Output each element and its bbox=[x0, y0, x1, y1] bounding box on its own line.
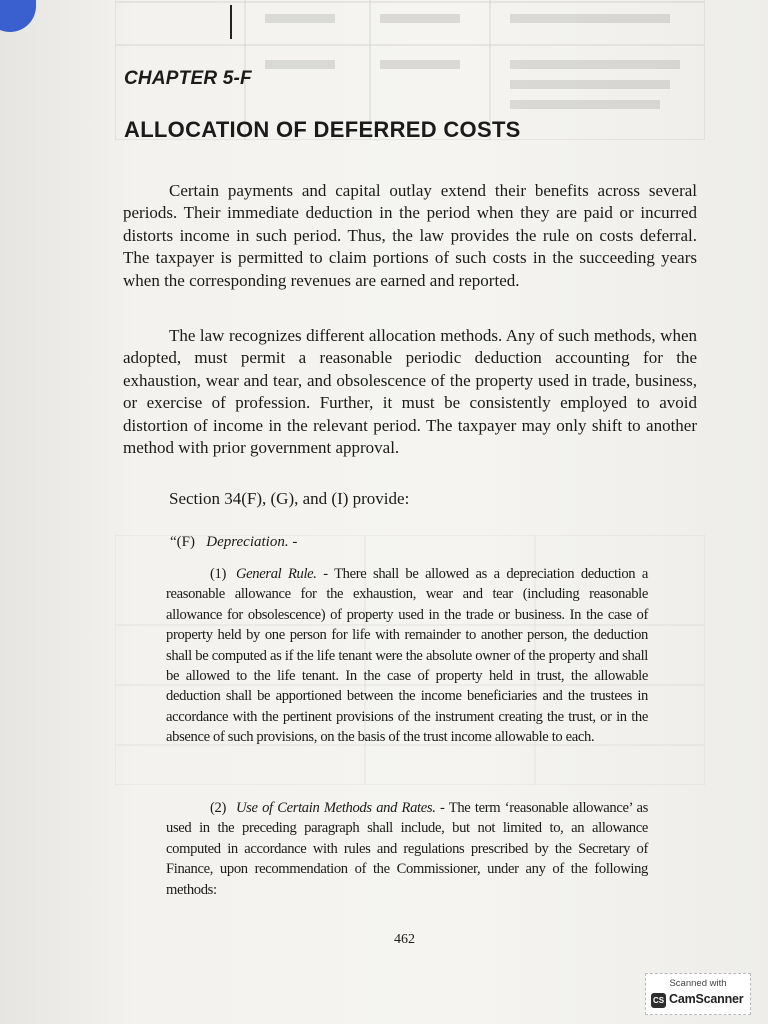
section-title: Depreciation. - bbox=[206, 534, 298, 550]
watermark-caption: Scanned with bbox=[669, 978, 727, 989]
body-paragraph: Certain payments and capital outlay extend their benefits across several periods. Their immediate deduction in the period when they are paid or incurred distorts income in such period. Thus, the law provides the rule on costs deferral. The taxpayer is permitted to claim portions of such costs in the succeeding years when the corresponding revenues are earned and reported. bbox=[123, 181, 697, 290]
camscanner-logo-icon: CS bbox=[651, 993, 666, 1008]
page-number: 462 bbox=[394, 932, 415, 947]
bookmark-tab bbox=[0, 0, 36, 32]
provision-text: - There shall be allowed as a depreciation deduction a reasonable allowance for the exhaustion, wear and tear (including reasonable allowance for obsolescence) of property used in the trade or business. In the case of property held by one person for life with remainder to another person, the deduction shall be computed as if the life tenant were the absolute owner of the property and shall be allowed to the life tenant. In the case of property held in trust, the allowable deduction shall be apportioned between the income beneficiaries and the trustees in accordance with the pertinent provisions of the instrument creating the trust, or in the absence of such provisions, on the basis of the trust income allowable to each. bbox=[166, 566, 649, 746]
chapter-label: CHAPTER 5-F bbox=[124, 68, 252, 89]
provision-number: (2) bbox=[210, 800, 226, 816]
provision-heading: Use of Certain Methods and Rates. bbox=[235, 800, 436, 816]
quoted-section-heading bbox=[170, 534, 297, 551]
quoted-provision bbox=[166, 798, 648, 900]
provision-text: - The term ‘reasonable allowance’ as used in the preceding paragraph shall include, but not limited to, an allowance computed in accordance with rules and regulations prescribed by the Secretary of Finance, upon recommendation of the Commissioner, under any of the following methods: bbox=[166, 800, 648, 898]
provision-heading: General Rule. bbox=[235, 566, 317, 582]
provision-number: (1) bbox=[210, 566, 226, 582]
watermark-brand: CamScanner bbox=[669, 992, 744, 1006]
camscanner-watermark bbox=[645, 973, 751, 1015]
text-cursor bbox=[230, 5, 232, 39]
body-paragraph: Section 34(F), (G), and (I) provide: bbox=[169, 489, 410, 508]
section-label: “(F) bbox=[170, 534, 195, 550]
body-paragraph: The law recognizes different allocation methods. Any of such methods, when adopted, must permit a reasonable periodic deduction accounting for the exhaustion, wear and tear, and obsolescence of the property used in trade, business, or exercise of profession. Further, it must be consistently employed to avoid distortion of income in the relevant period. The taxpayer may only shift to another method with prior government approval. bbox=[123, 326, 697, 458]
quoted-provision bbox=[166, 564, 648, 748]
chapter-title: ALLOCATION OF DEFERRED COSTS bbox=[124, 117, 521, 142]
